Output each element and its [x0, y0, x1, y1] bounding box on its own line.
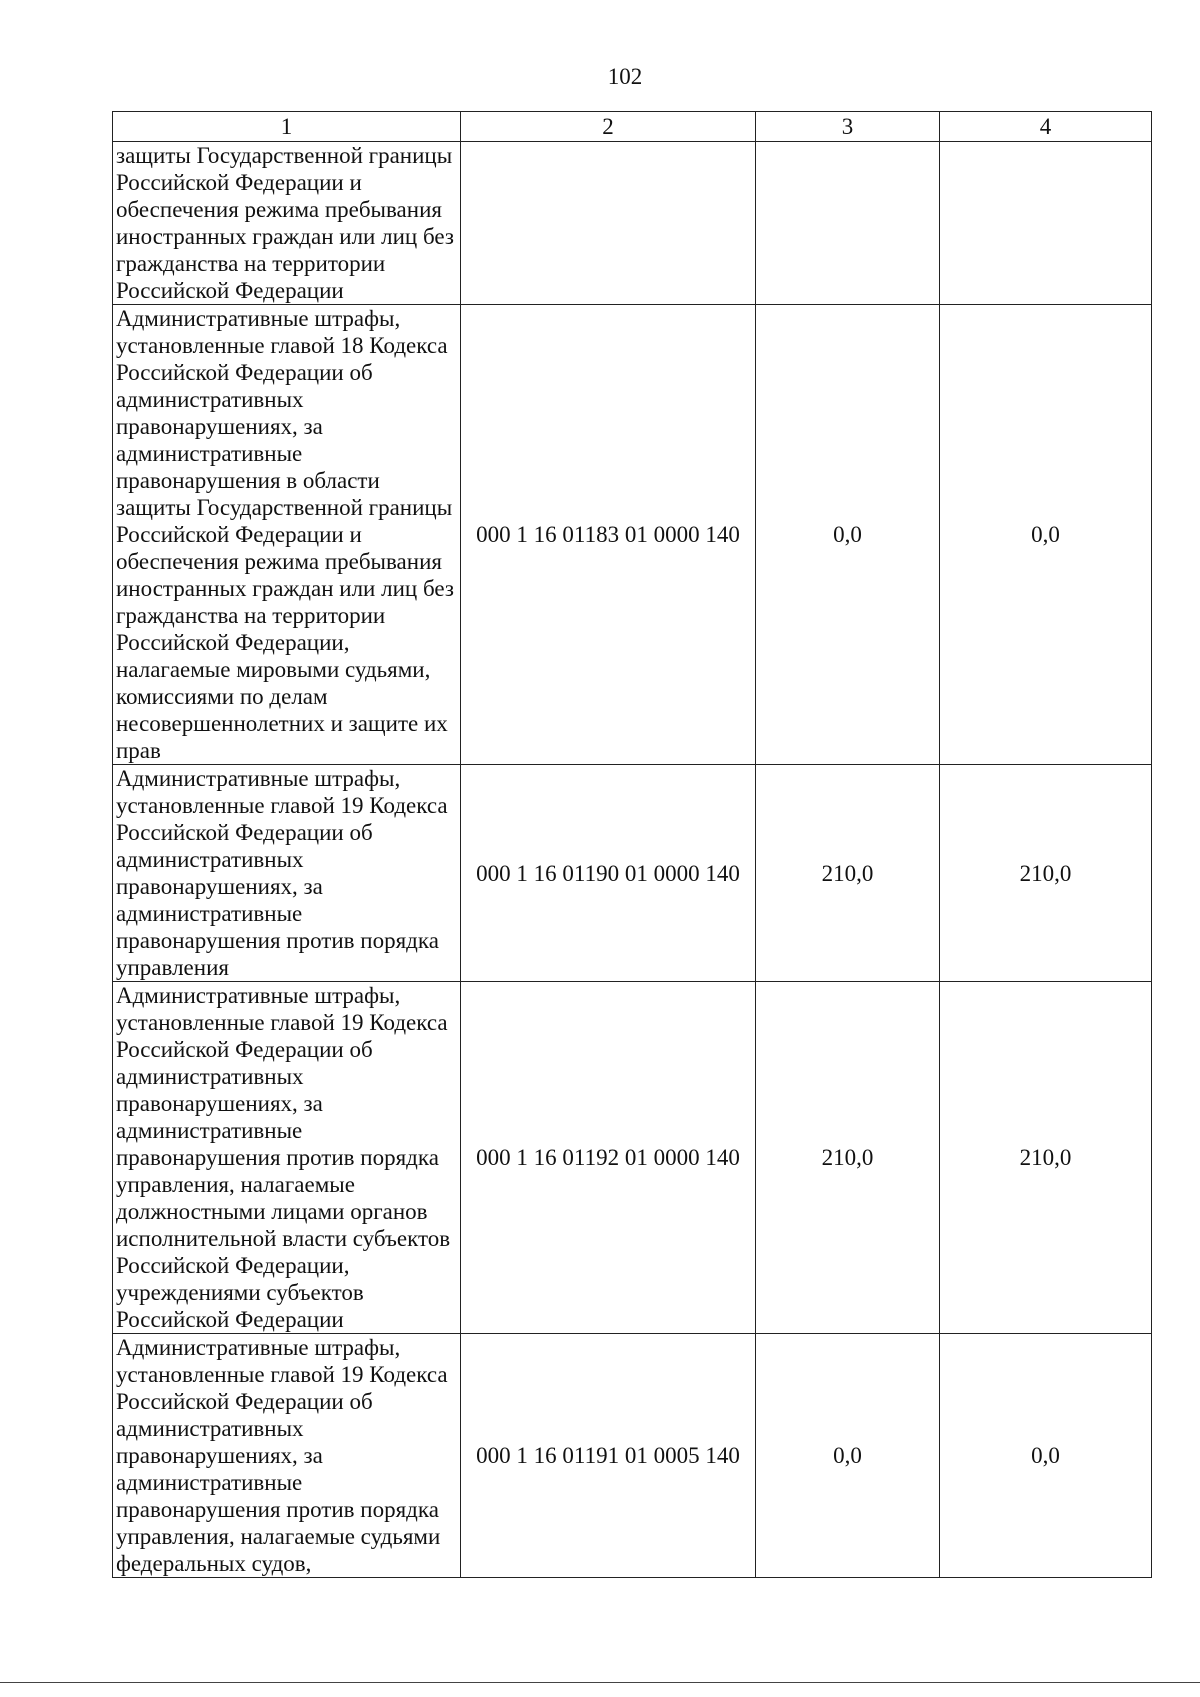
table-row: [113, 765, 1152, 982]
budget-revenue-table: [112, 111, 1152, 1578]
row-value-col4: 210,0: [940, 765, 1152, 982]
table-row: [113, 305, 1152, 765]
row-code: 000 1 16 01183 01 0000 140: [461, 305, 756, 765]
row-description: Административные штрафы, установленные главой 19 Кодекса Российской Федерации об административных правонарушениях, за административные правонарушения против порядка управления, налагаемые должностными лицами органов исполнительной власти субъектов Российской Федерации, учреждениями субъектов Российской Федерации: [113, 982, 461, 1334]
row-value-col4: 0,0: [940, 305, 1152, 765]
column-header-3: 3: [756, 112, 940, 142]
row-value-col4: 210,0: [940, 982, 1152, 1334]
row-description: защиты Государственной границы Российской Федерации и обеспечения режима пребывания иностранных граждан или лиц без гражданства на территории Российской Федерации: [113, 142, 461, 305]
row-description: Административные штрафы, установленные главой 19 Кодекса Российской Федерации об административных правонарушениях, за административные правонарушения против порядка управления, налагаемые судьями федеральных судов,: [113, 1334, 461, 1578]
row-value-col3: [756, 142, 940, 305]
row-value-col3: 0,0: [756, 305, 940, 765]
row-value-col4: 0,0: [940, 1334, 1152, 1578]
column-header-4: 4: [940, 112, 1152, 142]
column-header-2: 2: [461, 112, 756, 142]
row-value-col3: 210,0: [756, 982, 940, 1334]
row-code: 000 1 16 01190 01 0000 140: [461, 765, 756, 982]
bottom-rule: [0, 1682, 1200, 1683]
row-value-col3: 0,0: [756, 1334, 940, 1578]
row-description: Административные штрафы, установленные главой 18 Кодекса Российской Федерации об административных правонарушениях, за административные правонарушения в области защиты Государственной границы Российской Федерации и обеспечения режима пребывания иностранных граждан или лиц без гражданства на территории Российской Федерации, налагаемые мировыми судьями, комиссиями по делам несовершеннолетних и защите их прав: [113, 305, 461, 765]
row-value-col4: [940, 142, 1152, 305]
row-description: Административные штрафы, установленные главой 19 Кодекса Российской Федерации об административных правонарушениях, за административные правонарушения против порядка управления: [113, 765, 461, 982]
row-code: 000 1 16 01191 01 0005 140: [461, 1334, 756, 1578]
table-row: [113, 1334, 1152, 1578]
table-row: [113, 142, 1152, 305]
header-row: [113, 112, 1152, 142]
row-code: 000 1 16 01192 01 0000 140: [461, 982, 756, 1334]
page-number: 102: [607, 64, 643, 89]
row-value-col3: 210,0: [756, 765, 940, 982]
column-header-1: 1: [113, 112, 461, 142]
row-code: [461, 142, 756, 305]
table-row: [113, 982, 1152, 1334]
